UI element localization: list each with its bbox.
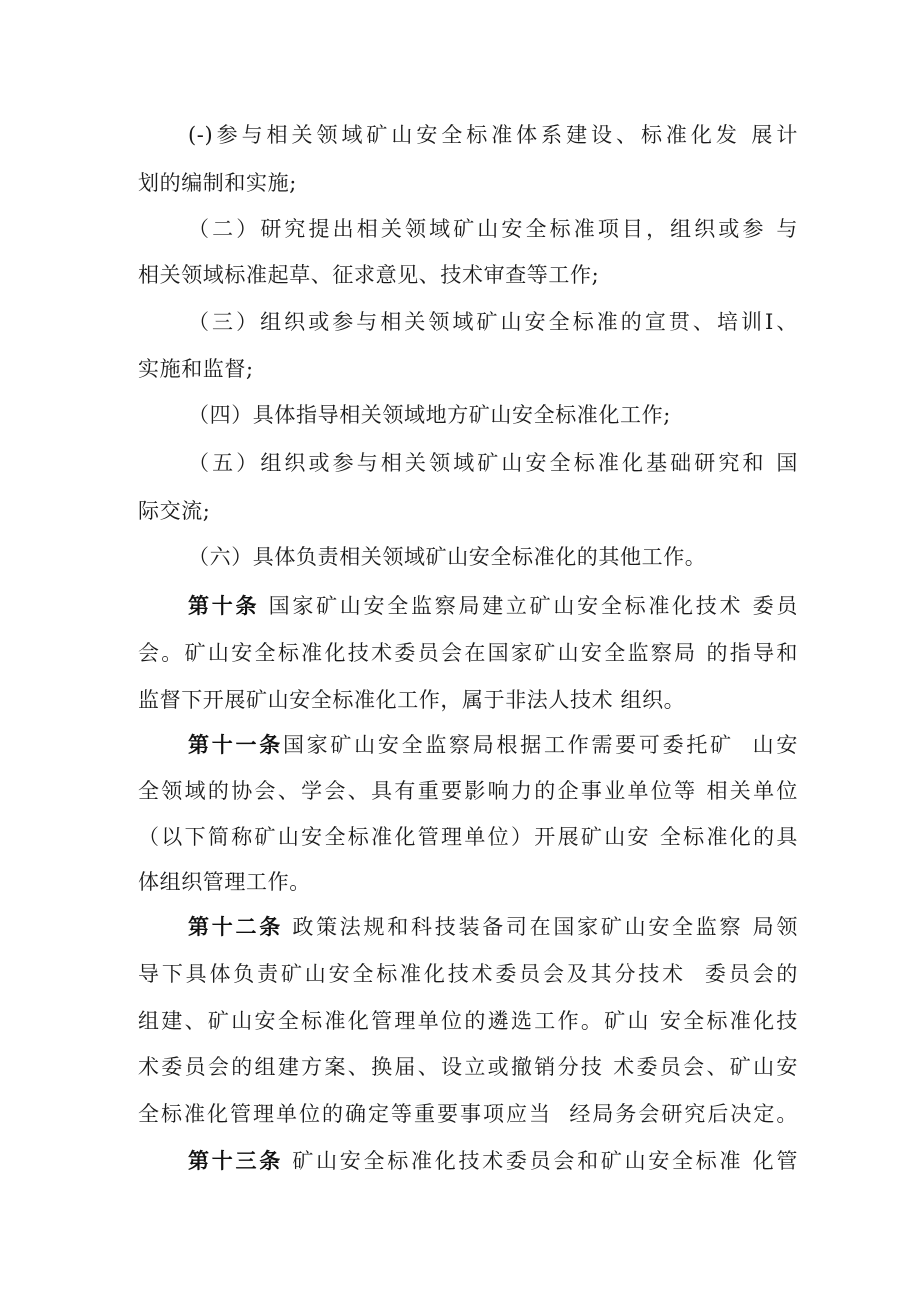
article-10-line-3: 监督下开展矿山安全标准化工作，属于非法人技术 组织。 <box>138 688 686 712</box>
item-1-line-2: 划的编制和实施; <box>138 171 297 195</box>
item-1-line-1: (-)参与相关领域矿山安全标准体系建设、标准化发 展计 <box>188 123 798 147</box>
article-10-line-2: 会。矿山安全标准化技术委员会在国家矿山安全监察局 的指导和 <box>138 641 798 665</box>
article-11-line-4: 体组织管理工作。 <box>138 870 311 894</box>
article-11-text: 国家矿山安全监察局根据工作需要可委托矿 山安 <box>282 733 798 757</box>
article-12-heading: 第十二条 <box>188 914 283 939</box>
article-13-line-1 <box>188 1144 798 1178</box>
item-4-line-1: （四）具体指导相关领域地方矿山安全标准化工作; <box>188 403 671 427</box>
article-11-heading: 第十一条 <box>188 732 283 757</box>
article-12-line-1 <box>188 910 798 944</box>
article-10-text: 国家矿山安全监察局建立矿山安全标准化技术 委员 <box>259 594 798 618</box>
item-5-line-2: 际交流; <box>138 499 211 523</box>
article-13-text: 矿山安全标准化技术委员会和矿山安全标准 化管 <box>282 1149 798 1173</box>
article-12-line-4: 术委员会的组建方案、换届、设立或撤销分技 术委员会、矿山安 <box>138 1055 798 1079</box>
article-10-heading: 第十条 <box>188 593 260 618</box>
article-10-line-1 <box>188 589 798 623</box>
article-12-line-3: 组建、矿山安全标准化管理单位的遴选工作。矿山 安全标准化技 <box>138 1009 798 1033</box>
item-6-line-1: （六）具体负责相关领域矿山安全标准化的其他工作。 <box>188 545 707 569</box>
item-3-line-1: （三）组织或参与相关领域矿山安全标准的宣贯、培训I、 <box>188 310 798 334</box>
article-12-text: 政策法规和科技装备司在国家矿山安全监察 局领 <box>282 915 798 939</box>
item-3-line-2: 实施和监督; <box>138 357 254 381</box>
article-12-line-5: 全标准化管理单位的确定等重要事项应当 经局务会研究后决定。 <box>138 1102 798 1126</box>
article-12-line-2: 导下具体负责矿山安全标准化技术委员会及其分技术 委员会的 <box>138 962 798 986</box>
article-11-line-1 <box>188 728 798 762</box>
article-13-heading: 第十三条 <box>188 1148 283 1173</box>
item-5-line-1: （五）组织或参与相关领域矿山安全标准化基础研究和 国 <box>188 451 798 475</box>
item-2-line-1: （二）研究提出相关领域矿山安全标准项目，组织或参 与 <box>188 217 798 241</box>
article-11-line-2: 全领域的协会、学会、具有重要影响力的企事业单位等 相关单位 <box>138 779 798 803</box>
article-11-line-3: （以下简称矿山安全标准化管理单位）开展矿山安 全标准化的具 <box>138 825 798 849</box>
item-2-line-2: 相关领域标准起草、征求意见、技术审查等工作; <box>138 263 600 287</box>
